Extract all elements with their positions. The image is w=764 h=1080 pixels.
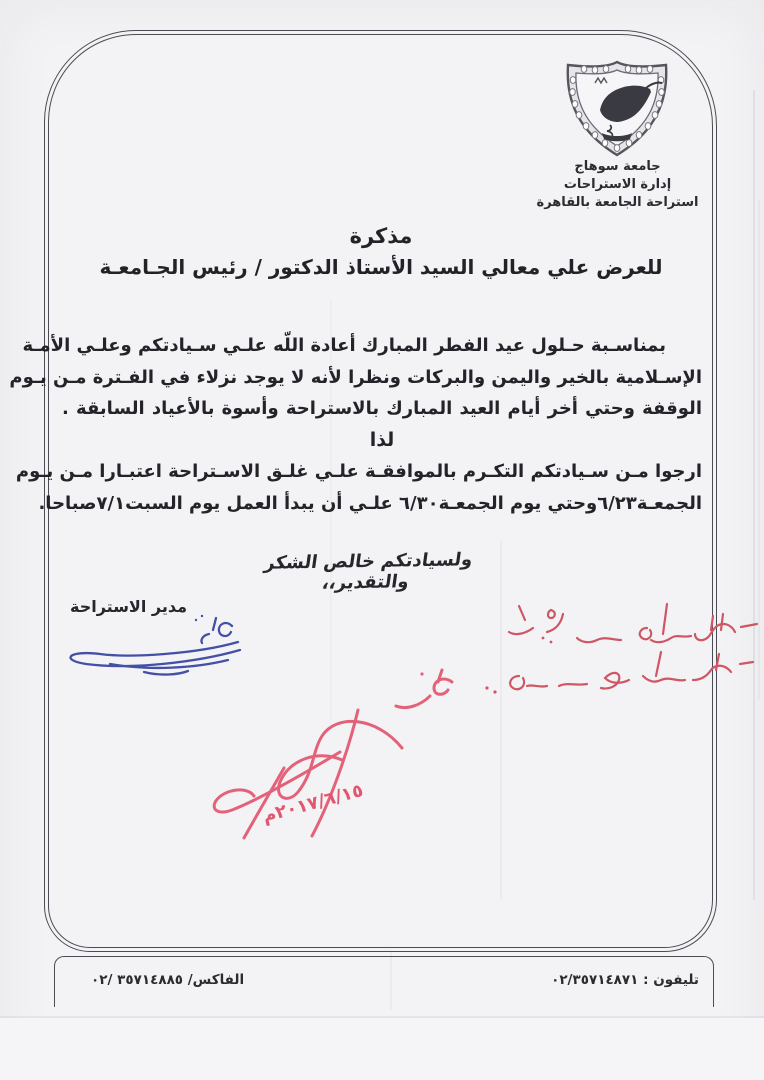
handwritten-date: ٢٠١٧/٦/١٥م: [260, 779, 366, 828]
scan-crease: [390, 950, 392, 1010]
memo-title: مذكرة: [349, 224, 413, 248]
scan-crease: [330, 300, 332, 720]
signer-title: مدير الاستراحة: [69, 597, 187, 616]
scan-margin-bottom: [0, 1018, 764, 1080]
body-line: الوقفة وحتي أخر أيام العيد المبارك بالاستراحة وأسوة بالأعياد السابقة .: [62, 398, 702, 419]
org-name-block: [500, 158, 735, 212]
body-line: ارجوا مـن سـيادتكم التكـرم بالموافقـة علـي غلـق الاسـتراحة اعتبـارا مـن يـوم: [15, 461, 702, 482]
closing-courtesy-line: ولسيادتكم خالص الشكر والتقدير،،: [262, 549, 474, 594]
therefore-word: لذا: [369, 428, 395, 451]
sohag-university-emblem-icon: [562, 58, 672, 160]
body-line: الجمعـة٦/٢٣وحتي يوم الجمعـة٦/٣٠ علـي أن يبدأ العمل يوم السبت٧/١صباحا.: [38, 492, 702, 514]
body-line: الإسـلامية بالخير واليمن والبركات ونظرا لأنه لا يوجد نزلاء في الفـترة مـن يـوم: [9, 366, 702, 388]
scan-crease: [500, 540, 502, 900]
footer-contact-strip: [54, 956, 714, 1007]
scan-crease: [758, 200, 760, 700]
org-line-resthouse: استراحة الجامعة بالقاهرة: [536, 195, 699, 210]
org-line-university: جامعة سوهاج: [574, 159, 661, 174]
memo-body: [9, 330, 702, 519]
addressee-line: للعرض علي معالي السيد الأستاذ الدكتور / رئيس الجـامعـة: [99, 255, 663, 279]
org-line-department: إدارة الاستراحات: [563, 177, 672, 192]
body-line: بمناسـبة حـلول عيد الفطر المبارك أعادة اللّه علـي سـيادتكم وعلـي الأمـة: [22, 335, 666, 356]
footer-phone: تليفون : ٠٢/٣٥٧١٤٨٧١: [551, 972, 699, 988]
scan-crease: [753, 90, 755, 900]
footer-fax: الفاكس/ ٣٥٧١٤٨٨٥ /٠٢: [91, 972, 245, 988]
